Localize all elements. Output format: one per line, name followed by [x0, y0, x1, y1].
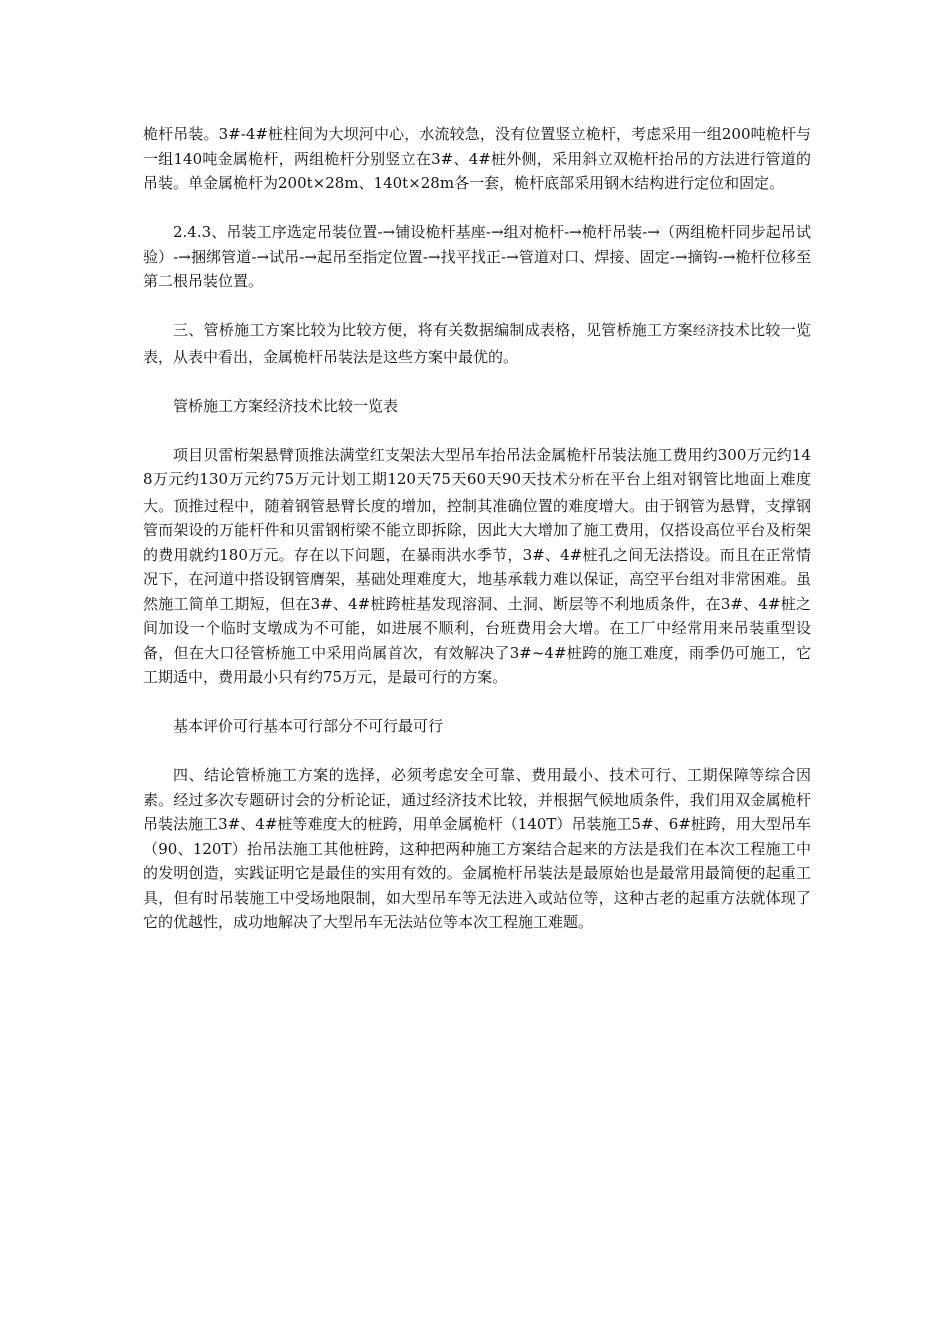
document-body [143, 122, 811, 935]
paragraph-scheme-comparison-part1: 三、管桥施工方案比较为比较方便，将有关数据编制成表格，见管桥施工方案 [173, 321, 693, 339]
paragraph-hoisting-procedure: 2.4.3、吊装工序选定吊装位置-→铺设桅杆基座-→组对桅杆-→桅杆吊装-→（两组桅杆同步起吊试验）-→捆绑管道-→试吊-→起吊至指定位置-→找平找正-→管道对口、焊接、固定-→摘钩-→桅杆位移至第二根吊装位置。 [143, 223, 811, 290]
paragraph-comparison-details-small: 分析 [567, 473, 595, 488]
paragraph-comparison-details-part2: 在平台上组对钢管比地面上难度大。顶推过程中，随着钢管悬臂长度的增加，控制其准确位置的难度增大。由于钢管为悬臂，支撑钢管而架设的万能杆件和贝雷钢桁梁不能立即拆除，因此大大增加了施工费用，仅搭设高位平台及桁架的费用就约180万元。存在以下问题，在暴雨洪水季节，3#、4#桩孔之间无法搭设。而且在正常情况下，在河道中搭设钢管膺架，基础处理难度大，地基承载力难以保证，高空平台组对非常困难。虽然施工简单工期短，但在3#、4#桩跨桩基发现溶洞、土洞、断层等不利地质条件，在3#、4#桩之间加设一个临时支墩成为不可能，如进展不顺利，台班费用会大增。在工厂中经常用来吊装重型设备，但在大口径管桥施工中采用尚属首次，有效解决了3#~4#桩跨的施工难度，雨季仍可施工，它工期适中，费用最小只有约75万元，是最可行的方案。 [143, 470, 811, 686]
table-title: 管桥施工方案经济技术比较一览表 [173, 396, 399, 415]
paragraph-scheme-comparison-small: 经济 [692, 324, 720, 339]
paragraph-mast-hoisting: 桅杆吊装。3#-4#桩柱间为大坝河中心，水流较急，没有位置竖立桅杆，考虑采用一组200吨桅杆与一组140吨金属桅杆，两组桅杆分别竖立在3#、4#桩外侧，采用斜立双桅杆抬吊的方法进行管道的吊装。单金属桅杆为200t×28m、140t×28m各一套，桅杆底部采用钢木结构进行定位和固定。 [143, 125, 811, 192]
paragraph-conclusion: 四、结论管桥施工方案的选择，必须考虑安全可靠、费用最小、技术可行、工期保障等综合因素。经过多次专题研讨会的分析论证，通过经济技术比较，并根据气候地质条件，我们用双金属桅杆吊装法施工3#、4#桩等难度大的桩跨，用单金属桅杆（140T）吊装施工5#、6#桩跨，用大型吊车（90、120T）抬吊法施工其他桩跨，这种把两种施工方案结合起来的方法是我们在本次工程施工中的发明创造，实践证明它是最佳的实用有效的。金属桅杆吊装法是最原始也是最常用最简便的起重工具，但有时吊装施工中受场地限制，如大型吊车等无法进入或站位等，这种古老的起重方法就体现了它的优越性，成功地解决了大型吊车无法站位等本次工程施工难题。 [143, 766, 811, 931]
paragraph-scheme-comparison [143, 318, 811, 369]
paragraph-comparison-details-part1: 项目贝雷桁架悬臂顶推法满堂红支架法大型吊车抬吊法金属桅杆吊装法施工费用约300万元约148万元约130万元约75万元计划工期120天75天60天90天技术 [143, 445, 811, 488]
paragraph-scheme-comparison-part2: 技术比较一览表，从表中看出，金属桅杆吊装法是这些方案中最优的。 [143, 321, 811, 366]
paragraph-basic-evaluation: 基本评价可行基本可行部分不可行最可行 [173, 717, 444, 735]
paragraph-comparison-details [143, 443, 811, 690]
